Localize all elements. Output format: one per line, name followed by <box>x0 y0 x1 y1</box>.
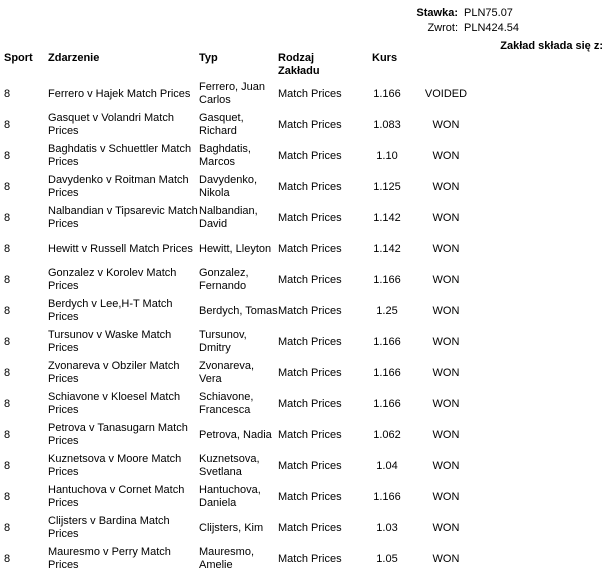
sport-cell: 8 <box>4 274 11 286</box>
result-cell: WON <box>432 336 460 348</box>
selection-cell <box>199 391 281 417</box>
sport-cell: 8 <box>4 243 11 255</box>
bet-summary <box>0 6 609 52</box>
sport-cell: 8 <box>4 522 11 534</box>
return-label: Zwrot: <box>427 22 458 34</box>
table-row <box>0 142 609 173</box>
selection-cell <box>199 81 281 107</box>
table-row <box>0 204 609 235</box>
selection-cell <box>199 429 281 442</box>
odds-cell: 1.083 <box>373 119 401 131</box>
selection-cell-line1: Petrova, Nadia <box>199 429 272 441</box>
event-cell <box>48 112 198 138</box>
selection-cell-line2: Daniela <box>199 497 237 509</box>
selection-cell <box>199 484 281 510</box>
odds-cell: 1.166 <box>373 88 401 100</box>
col-bet-type-line2: Zakładu <box>278 65 320 77</box>
selection-cell <box>199 305 281 318</box>
result-cell: WON <box>432 429 460 441</box>
selection-cell-line2: Fernando <box>199 280 247 292</box>
bet-type-cell: Match Prices <box>278 367 342 379</box>
result-cell: WON <box>432 522 460 534</box>
selection-cell-line1: Baghdatis, <box>199 143 251 155</box>
bet-type-cell: Match Prices <box>278 398 342 410</box>
selection-cell-line2: Richard <box>199 125 237 137</box>
selection-cell-line2: Marcos <box>199 156 236 168</box>
result-cell: WON <box>432 119 460 131</box>
selection-cell <box>199 522 281 535</box>
event-cell <box>48 88 198 101</box>
selection-cell-line1: Zvonareva, <box>199 360 255 372</box>
event-cell <box>48 329 198 355</box>
odds-cell: 1.25 <box>376 305 398 317</box>
event-cell-line1: Baghdatis v Schuettler Match <box>48 143 192 155</box>
event-cell-line1: Petrova v Tanasugarn Match <box>48 422 188 434</box>
sport-cell: 8 <box>4 367 11 379</box>
selection-cell <box>199 243 281 256</box>
event-cell <box>48 391 198 417</box>
event-cell-line1: Davydenko v Roitman Match <box>48 174 189 186</box>
event-cell-line1: Kuznetsova v Moore Match <box>48 453 182 465</box>
sport-cell: 8 <box>4 491 11 503</box>
odds-cell: 1.166 <box>373 274 401 286</box>
event-cell <box>48 298 198 324</box>
table-row <box>0 452 609 483</box>
table-row <box>0 297 609 328</box>
result-cell: WON <box>432 243 460 255</box>
event-cell-line2: Prices <box>48 404 79 416</box>
event-cell <box>48 143 198 169</box>
event-cell <box>48 243 198 256</box>
event-cell-line1: Gonzalez v Korolev Match <box>48 267 177 279</box>
selection-cell <box>199 174 281 200</box>
event-cell-line1: Zvonareva v Obziler Match <box>48 360 180 372</box>
bet-type-cell: Match Prices <box>278 88 342 100</box>
table-row <box>0 514 609 545</box>
event-cell-line1: Mauresmo v Perry Match <box>48 546 171 558</box>
event-cell-line2: Prices <box>48 342 79 354</box>
event-cell-line2: Prices <box>48 466 79 478</box>
selection-cell-line2: Dmitry <box>199 342 231 354</box>
odds-cell: 1.142 <box>373 212 401 224</box>
selection-cell-line1: Hantuchova, <box>199 484 261 496</box>
event-cell <box>48 484 198 510</box>
selection-cell <box>199 267 281 293</box>
table-row <box>0 421 609 452</box>
sport-cell: 8 <box>4 181 11 193</box>
event-cell-line2: Prices <box>48 280 79 292</box>
event-cell-line1: Ferrero v Hajek Match Prices <box>48 88 191 100</box>
selection-cell-line2: David <box>199 218 228 230</box>
odds-cell: 1.166 <box>373 336 401 348</box>
event-cell-line2: Prices <box>48 125 79 137</box>
result-cell: WON <box>432 150 460 162</box>
table-row <box>0 111 609 142</box>
event-cell-line1: Clijsters v Bardina Match <box>48 515 170 527</box>
event-cell-line2: Prices <box>48 218 79 230</box>
sport-cell: 8 <box>4 150 11 162</box>
selection-cell-line1: Mauresmo, <box>199 546 255 558</box>
sport-cell: 8 <box>4 88 11 100</box>
odds-cell: 1.166 <box>373 491 401 503</box>
sport-cell: 8 <box>4 398 11 410</box>
odds-cell: 1.062 <box>373 429 401 441</box>
event-cell-line1: Gasquet v Volandri Match <box>48 112 174 124</box>
bet-type-cell: Match Prices <box>278 491 342 503</box>
event-cell <box>48 515 198 541</box>
sport-cell: 8 <box>4 553 11 565</box>
selection-cell-line2: Amelie <box>199 559 233 571</box>
event-cell-line2: Prices <box>48 528 79 540</box>
bet-type-cell: Match Prices <box>278 119 342 131</box>
bet-type-cell: Match Prices <box>278 181 342 193</box>
odds-cell: 1.05 <box>376 553 398 565</box>
result-cell: WON <box>432 305 460 317</box>
selection-cell-line2: Carlos <box>199 94 231 106</box>
result-cell: WON <box>432 398 460 410</box>
selection-cell <box>199 360 281 386</box>
odds-cell: 1.10 <box>376 150 398 162</box>
result-cell: WON <box>432 460 460 472</box>
odds-cell: 1.166 <box>373 367 401 379</box>
col-bet-type <box>278 52 320 78</box>
col-sport: Sport <box>4 52 33 64</box>
event-cell-line1: Hantuchova v Cornet Match <box>48 484 185 496</box>
selection-cell-line2: Svetlana <box>199 466 242 478</box>
event-cell-line2: Prices <box>48 311 79 323</box>
selection-cell-line1: Ferrero, Juan <box>199 81 266 93</box>
selection-cell-line1: Gonzalez, <box>199 267 249 279</box>
event-cell-line1: Berdych v Lee,H-T Match <box>48 298 173 310</box>
stake-label: Stawka: <box>416 7 458 19</box>
selection-cell-line1: Nalbandian, <box>199 205 258 217</box>
selection-cell-line1: Schiavone, <box>199 391 254 403</box>
bet-type-cell: Match Prices <box>278 150 342 162</box>
table-row <box>0 390 609 421</box>
bet-type-cell: Match Prices <box>278 274 342 286</box>
col-odds: Kurs <box>372 52 398 64</box>
event-cell-line1: Schiavone v Kloesel Match <box>48 391 181 403</box>
table-row <box>0 173 609 204</box>
event-cell-line1: Hewitt v Russell Match Prices <box>48 243 193 255</box>
composed-label: Zakład składa się z: <box>500 40 603 52</box>
sport-cell: 8 <box>4 460 11 472</box>
bet-type-cell: Match Prices <box>278 336 342 348</box>
event-cell <box>48 360 198 386</box>
table-row <box>0 483 609 514</box>
event-cell <box>48 422 198 448</box>
composed-row <box>0 39 609 53</box>
selection-cell <box>199 453 281 479</box>
sport-cell: 8 <box>4 336 11 348</box>
event-cell-line1: Nalbandian v Tipsarevic Match <box>48 205 198 217</box>
bet-type-cell: Match Prices <box>278 429 342 441</box>
sport-cell: 8 <box>4 212 11 224</box>
event-cell-line2: Prices <box>48 373 79 385</box>
result-cell: WON <box>432 212 460 224</box>
selection-cell-line1: Kuznetsova, <box>199 453 260 465</box>
selection-cell <box>199 112 281 138</box>
selection-cell-line1: Clijsters, Kim <box>199 522 264 534</box>
sport-cell: 8 <box>4 119 11 131</box>
selection-cell-line1: Gasquet, <box>199 112 244 124</box>
event-cell-line1: Tursunov v Waske Match <box>48 329 172 341</box>
sport-cell: 8 <box>4 429 11 441</box>
event-cell-line2: Prices <box>48 559 79 571</box>
bet-type-cell: Match Prices <box>278 305 342 317</box>
event-cell <box>48 174 198 200</box>
selection-cell-line1: Berdych, Tomas <box>199 305 278 317</box>
result-cell: WON <box>432 181 460 193</box>
stake-value: PLN75.07 <box>464 7 513 19</box>
selection-cell <box>199 205 281 231</box>
selection-cell-line1: Davydenko, <box>199 174 258 186</box>
table-row <box>0 80 609 111</box>
event-cell <box>48 205 198 231</box>
result-cell: WON <box>432 274 460 286</box>
selection-cell-line2: Vera <box>199 373 222 385</box>
result-cell: WON <box>432 553 460 565</box>
event-cell-line2: Prices <box>48 187 79 199</box>
sport-cell: 8 <box>4 305 11 317</box>
result-cell: VOIDED <box>424 88 468 100</box>
odds-cell: 1.125 <box>373 181 401 193</box>
table-row <box>0 235 609 266</box>
odds-cell: 1.04 <box>376 460 398 472</box>
bet-type-cell: Match Prices <box>278 460 342 472</box>
selection-cell-line2: Nikola <box>199 187 230 199</box>
bet-type-cell: Match Prices <box>278 553 342 565</box>
bet-type-cell: Match Prices <box>278 212 342 224</box>
bet-type-cell: Match Prices <box>278 522 342 534</box>
event-cell <box>48 546 198 572</box>
col-event: Zdarzenie <box>48 52 100 64</box>
table-row <box>0 328 609 359</box>
result-cell: WON <box>432 491 460 503</box>
table-row <box>0 266 609 297</box>
odds-cell: 1.03 <box>376 522 398 534</box>
odds-cell: 1.142 <box>373 243 401 255</box>
selection-cell <box>199 143 281 169</box>
table-header <box>0 52 609 82</box>
event-cell <box>48 453 198 479</box>
event-cell-line2: Prices <box>48 435 79 447</box>
col-bet-type-line1: Rodzaj <box>278 52 315 64</box>
event-cell-line2: Prices <box>48 497 79 509</box>
event-cell <box>48 267 198 293</box>
return-value: PLN424.54 <box>464 22 520 34</box>
bet-type-cell: Match Prices <box>278 243 342 255</box>
table-row <box>0 359 609 390</box>
stake-row <box>0 6 609 20</box>
table-row <box>0 545 609 576</box>
selection-cell <box>199 546 281 572</box>
selection-cell-line1: Hewitt, Lleyton <box>199 243 272 255</box>
selection-cell-line1: Tursunov, <box>199 329 247 341</box>
col-type: Typ <box>199 52 218 64</box>
return-row <box>0 21 609 35</box>
odds-cell: 1.166 <box>373 398 401 410</box>
selection-cell <box>199 329 281 355</box>
selection-cell-line2: Francesca <box>199 404 251 416</box>
result-cell: WON <box>432 367 460 379</box>
event-cell-line2: Prices <box>48 156 79 168</box>
